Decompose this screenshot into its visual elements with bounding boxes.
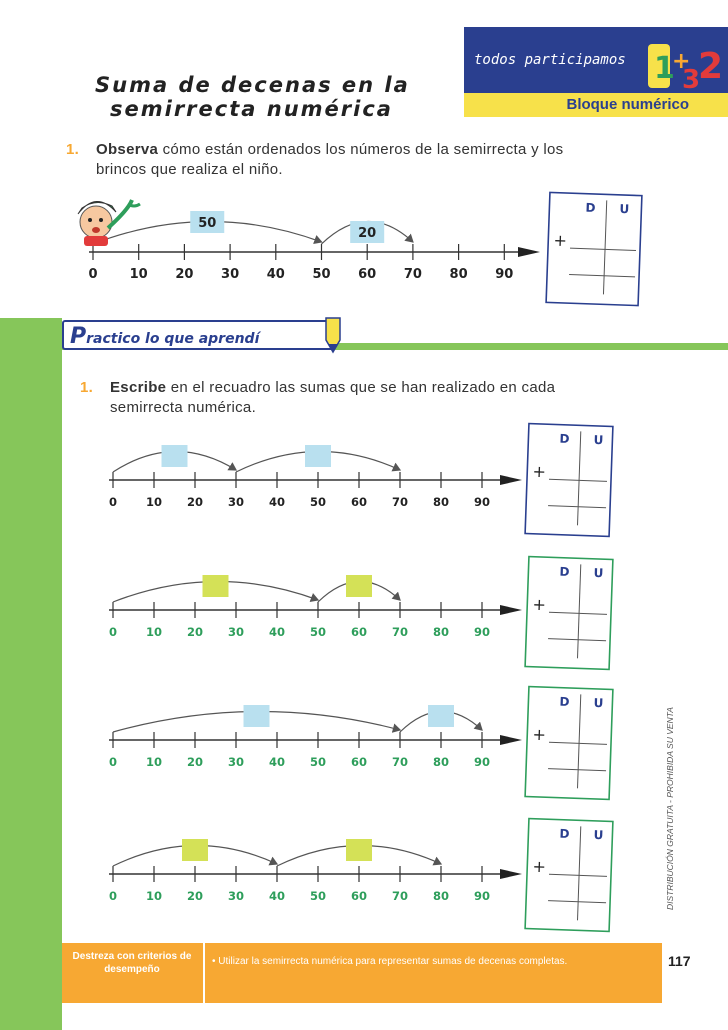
intro-text-2: brincos que realiza el niño. [96, 161, 283, 178]
du-tens-header: D [559, 826, 570, 841]
answer-box [346, 839, 372, 861]
du-plus-sign: + [532, 594, 547, 615]
du-tens-header: D [559, 431, 570, 446]
footer-separator [203, 943, 205, 1003]
tick-label: 40 [268, 625, 286, 639]
footer-label: Destreza con criterios de desempeño [72, 951, 192, 975]
boy-illustration [78, 200, 140, 246]
answer-box [162, 445, 188, 467]
answer-box [244, 705, 270, 727]
tick-label: 10 [145, 755, 163, 769]
svg-text:1: 1 [654, 51, 675, 86]
tick-label: 40 [268, 495, 286, 509]
tick-label: 10 [129, 267, 148, 282]
svg-text:+: + [672, 49, 691, 74]
jump-label: 20 [358, 226, 377, 241]
tick-label: 20 [186, 755, 204, 769]
du-table [525, 424, 613, 537]
number-line-arrow [500, 605, 522, 615]
tick-label: 50 [309, 625, 327, 639]
tick-label: 80 [432, 755, 450, 769]
section-title: Practico lo que aprendí [70, 324, 260, 349]
du-units-header: U [593, 432, 604, 448]
distribution-note: DISTRIBUCIÓN GRATUITA - PROHIBIDA SU VENTA [665, 707, 675, 910]
intro-text-1: cómo están ordenados los números de la semirrecta y los [158, 141, 564, 158]
du-tens-header: D [559, 694, 570, 709]
number-line-arrow [500, 735, 522, 745]
du-units-header: U [619, 201, 630, 217]
tick-label: 30 [227, 889, 245, 903]
tick-label: 0 [108, 755, 118, 769]
du-table [525, 687, 613, 800]
tick-label: 40 [268, 889, 286, 903]
tick-label: 20 [186, 889, 204, 903]
tick-label: 50 [312, 267, 331, 282]
number-line-arrow [500, 869, 522, 879]
tick-label: 60 [350, 495, 368, 509]
du-plus-sign: + [532, 461, 547, 482]
tick-label: 80 [432, 889, 450, 903]
du-table [525, 819, 613, 932]
tick-label: 90 [473, 755, 491, 769]
du-units-header: U [593, 827, 604, 843]
tick-label: 20 [186, 625, 204, 639]
tick-label: 60 [350, 625, 368, 639]
tick-label: 80 [432, 625, 450, 639]
du-plus-sign: + [532, 856, 547, 877]
answer-box [346, 575, 372, 597]
du-plus-sign: + [553, 230, 568, 251]
page-title-line2: semirrecta numérica [110, 97, 393, 121]
du-tens-header: D [585, 200, 596, 216]
tick-label: 70 [391, 755, 409, 769]
jump-label: 50 [198, 216, 217, 231]
exercise-text-1: en el recuadro las sumas que se han realizado en cada [166, 379, 556, 396]
exercise-text-2: semirrecta numérica. [110, 399, 257, 416]
tick-label: 0 [88, 267, 98, 282]
tick-label: 50 [309, 755, 327, 769]
tick-label: 40 [266, 267, 285, 282]
answer-box [182, 839, 208, 861]
page-title-line1: Suma de decenas en la [95, 73, 410, 97]
tick-label: 30 [227, 625, 245, 639]
tick-label: 30 [227, 755, 245, 769]
number-line-arrow [518, 247, 540, 257]
tick-label: 50 [309, 889, 327, 903]
du-units-header: U [593, 695, 604, 711]
tick-label: 70 [391, 625, 409, 639]
exercise-bold: Escribe [110, 379, 167, 396]
answer-box [428, 705, 454, 727]
tick-label: 10 [145, 625, 163, 639]
tick-label: 90 [495, 267, 514, 282]
answer-box [305, 445, 331, 467]
tick-label: 60 [350, 755, 368, 769]
tick-label: 70 [403, 267, 422, 282]
tick-label: 20 [186, 495, 204, 509]
number-line-arrow [500, 475, 522, 485]
tick-label: 70 [391, 495, 409, 509]
tick-label: 0 [108, 495, 118, 509]
tick-label: 60 [358, 267, 377, 282]
du-tens-header: D [559, 564, 570, 579]
intro-bold: Observa [96, 141, 159, 158]
tick-label: 50 [309, 495, 327, 509]
series-label: todos participamos [474, 52, 626, 68]
tick-label: 80 [449, 267, 468, 282]
du-table [525, 557, 613, 670]
tick-label: 60 [350, 889, 368, 903]
intro-number: 1. [66, 141, 80, 158]
exercise-number: 1. [80, 379, 94, 396]
block-label: Bloque numérico [566, 96, 689, 113]
answer-box [203, 575, 229, 597]
tick-label: 0 [108, 889, 118, 903]
tick-label: 30 [221, 267, 240, 282]
tick-label: 0 [108, 625, 118, 639]
tick-label: 10 [145, 889, 163, 903]
tick-label: 90 [473, 625, 491, 639]
footer-text: • Utilizar la semirrecta numérica para representar sumas de decenas completas. [212, 956, 568, 967]
tick-label: 20 [175, 267, 194, 282]
tick-label: 80 [432, 495, 450, 509]
page-number: 117 [668, 953, 691, 969]
tick-label: 30 [227, 495, 245, 509]
svg-text:2: 2 [698, 46, 724, 87]
svg-text:3: 3 [682, 65, 701, 94]
du-table [546, 192, 642, 305]
du-units-header: U [593, 565, 604, 581]
tick-label: 40 [268, 755, 286, 769]
tick-label: 10 [145, 495, 163, 509]
tick-label: 90 [473, 495, 491, 509]
tick-label: 90 [473, 889, 491, 903]
du-plus-sign: + [532, 724, 547, 745]
tick-label: 70 [391, 889, 409, 903]
